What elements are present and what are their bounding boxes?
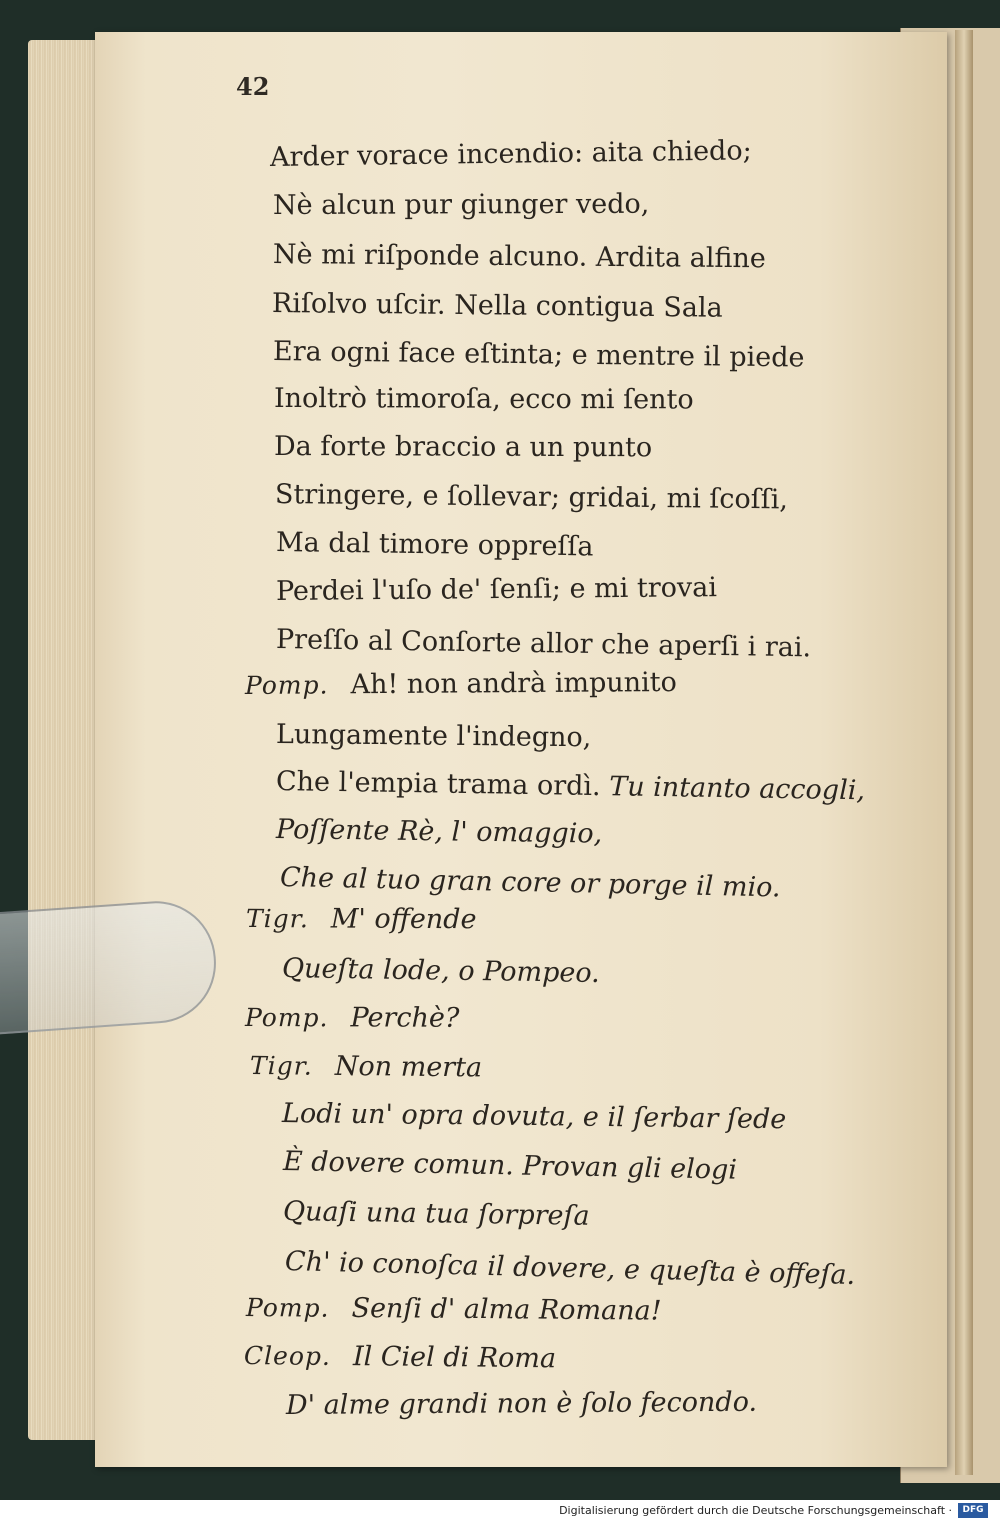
speaker-label: Tigr. xyxy=(249,1051,313,1081)
verse-italic-text: Il Ciel di Roma xyxy=(352,1341,557,1375)
verse-line xyxy=(270,135,752,174)
verse-italic-text: È dovere comun. Provan gli elogi xyxy=(282,1146,738,1186)
verse-italic-text: Perchè? xyxy=(350,1002,460,1034)
verse-roman-text: Ma dal timore oppreſſa xyxy=(275,527,594,563)
verse-italic-text: Ch' io conoſca il dovere, e queſta è offeſa. xyxy=(284,1246,856,1291)
verse-italic-text: D' alme grandi non è ſolo fecondo. xyxy=(285,1386,758,1421)
verse-line xyxy=(244,1340,556,1375)
verse-roman-text: Che l'empia trama ordì. xyxy=(275,766,601,803)
verse-italic-text: Che al tuo gran core or porge il mio. xyxy=(279,862,781,904)
verse-line xyxy=(276,814,603,851)
verse-italic-text: Queſta lode, o Pompeo. xyxy=(281,953,600,989)
verse-italic-text: Senſi d' alma Romana! xyxy=(351,1292,662,1327)
verse-line xyxy=(274,383,694,416)
speaker-label: Cleop. xyxy=(243,1341,332,1371)
verse-roman-text: Perdei l'uſo de' ſenſi; e mi trovai xyxy=(275,572,718,607)
verse-italic-text: Lodi un' opra dovuta, e il ſerbar ſede xyxy=(281,1098,787,1136)
verse-italic-text: Tu intanto accogli, xyxy=(600,771,866,807)
speaker-label: Pomp. xyxy=(245,1293,330,1323)
speaker-label: Pomp. xyxy=(244,1003,329,1033)
verse-roman-text: Lungamente l'indegno, xyxy=(275,719,592,754)
verse-line xyxy=(245,1002,459,1035)
verse-roman-text: Arder vorace incendio: aita chiedo; xyxy=(269,135,752,173)
verse-roman-text: Da forte braccio a un punto xyxy=(273,431,653,464)
verse-line xyxy=(245,667,677,702)
verse-line xyxy=(275,479,788,516)
verse-italic-text: Quaſi una tua ſorpreſa xyxy=(282,1196,590,1232)
dfg-logo: DFG xyxy=(958,1503,988,1518)
book-spine-edge xyxy=(955,30,973,1475)
verse-italic-text: Non merta xyxy=(334,1050,483,1084)
verse-line xyxy=(282,953,600,990)
footer-credit: Digitalisierung gefördert durch die Deutsche Forschungsgemeinschaft · xyxy=(559,1504,952,1517)
verse-line xyxy=(246,1292,662,1328)
verse-roman-text: Ah! non andrà impunito xyxy=(350,666,677,701)
verse-roman-text: Stringere, e ſollevar; gridai, mi ſcoſſi, xyxy=(274,479,789,516)
verse-italic-text: Poſſente Rè, l' omaggio, xyxy=(275,814,603,850)
verse-line xyxy=(274,431,652,464)
verse-roman-text: Inoltrò timoroſa, ecco mi ſento xyxy=(273,383,694,416)
verse-line xyxy=(273,239,766,275)
page-clip xyxy=(0,897,220,1034)
verse-line xyxy=(276,527,594,563)
verse-line xyxy=(282,1098,787,1136)
speaker-label: Pomp. xyxy=(244,670,329,700)
speaker-label: Tigr. xyxy=(245,904,309,934)
verse-line xyxy=(276,719,592,754)
verse-roman-text: Nè mi riſponde alcuno. Ardita alfine xyxy=(272,239,766,275)
verse-line xyxy=(273,189,649,222)
verse-italic-text: M' offende xyxy=(330,903,477,936)
verse-line xyxy=(276,572,717,608)
verse-line xyxy=(246,903,477,936)
verse-line xyxy=(272,288,723,325)
verse-roman-text: Nè alcun pur giunger vedo, xyxy=(272,188,650,221)
verse-roman-text: Era ogni face eſtinta; e mentre il piede xyxy=(272,336,805,374)
verse-roman-text: Preſſo al Conſorte allor che aperſi i rai. xyxy=(275,624,812,664)
verse-line xyxy=(283,1196,590,1233)
verse-line xyxy=(250,1050,482,1084)
page-number: 42 xyxy=(236,72,270,101)
verse-line xyxy=(286,1387,757,1422)
verse-line xyxy=(273,336,805,374)
verse-roman-text: Riſolvo uſcir. Nella contigua Sala xyxy=(271,288,723,324)
